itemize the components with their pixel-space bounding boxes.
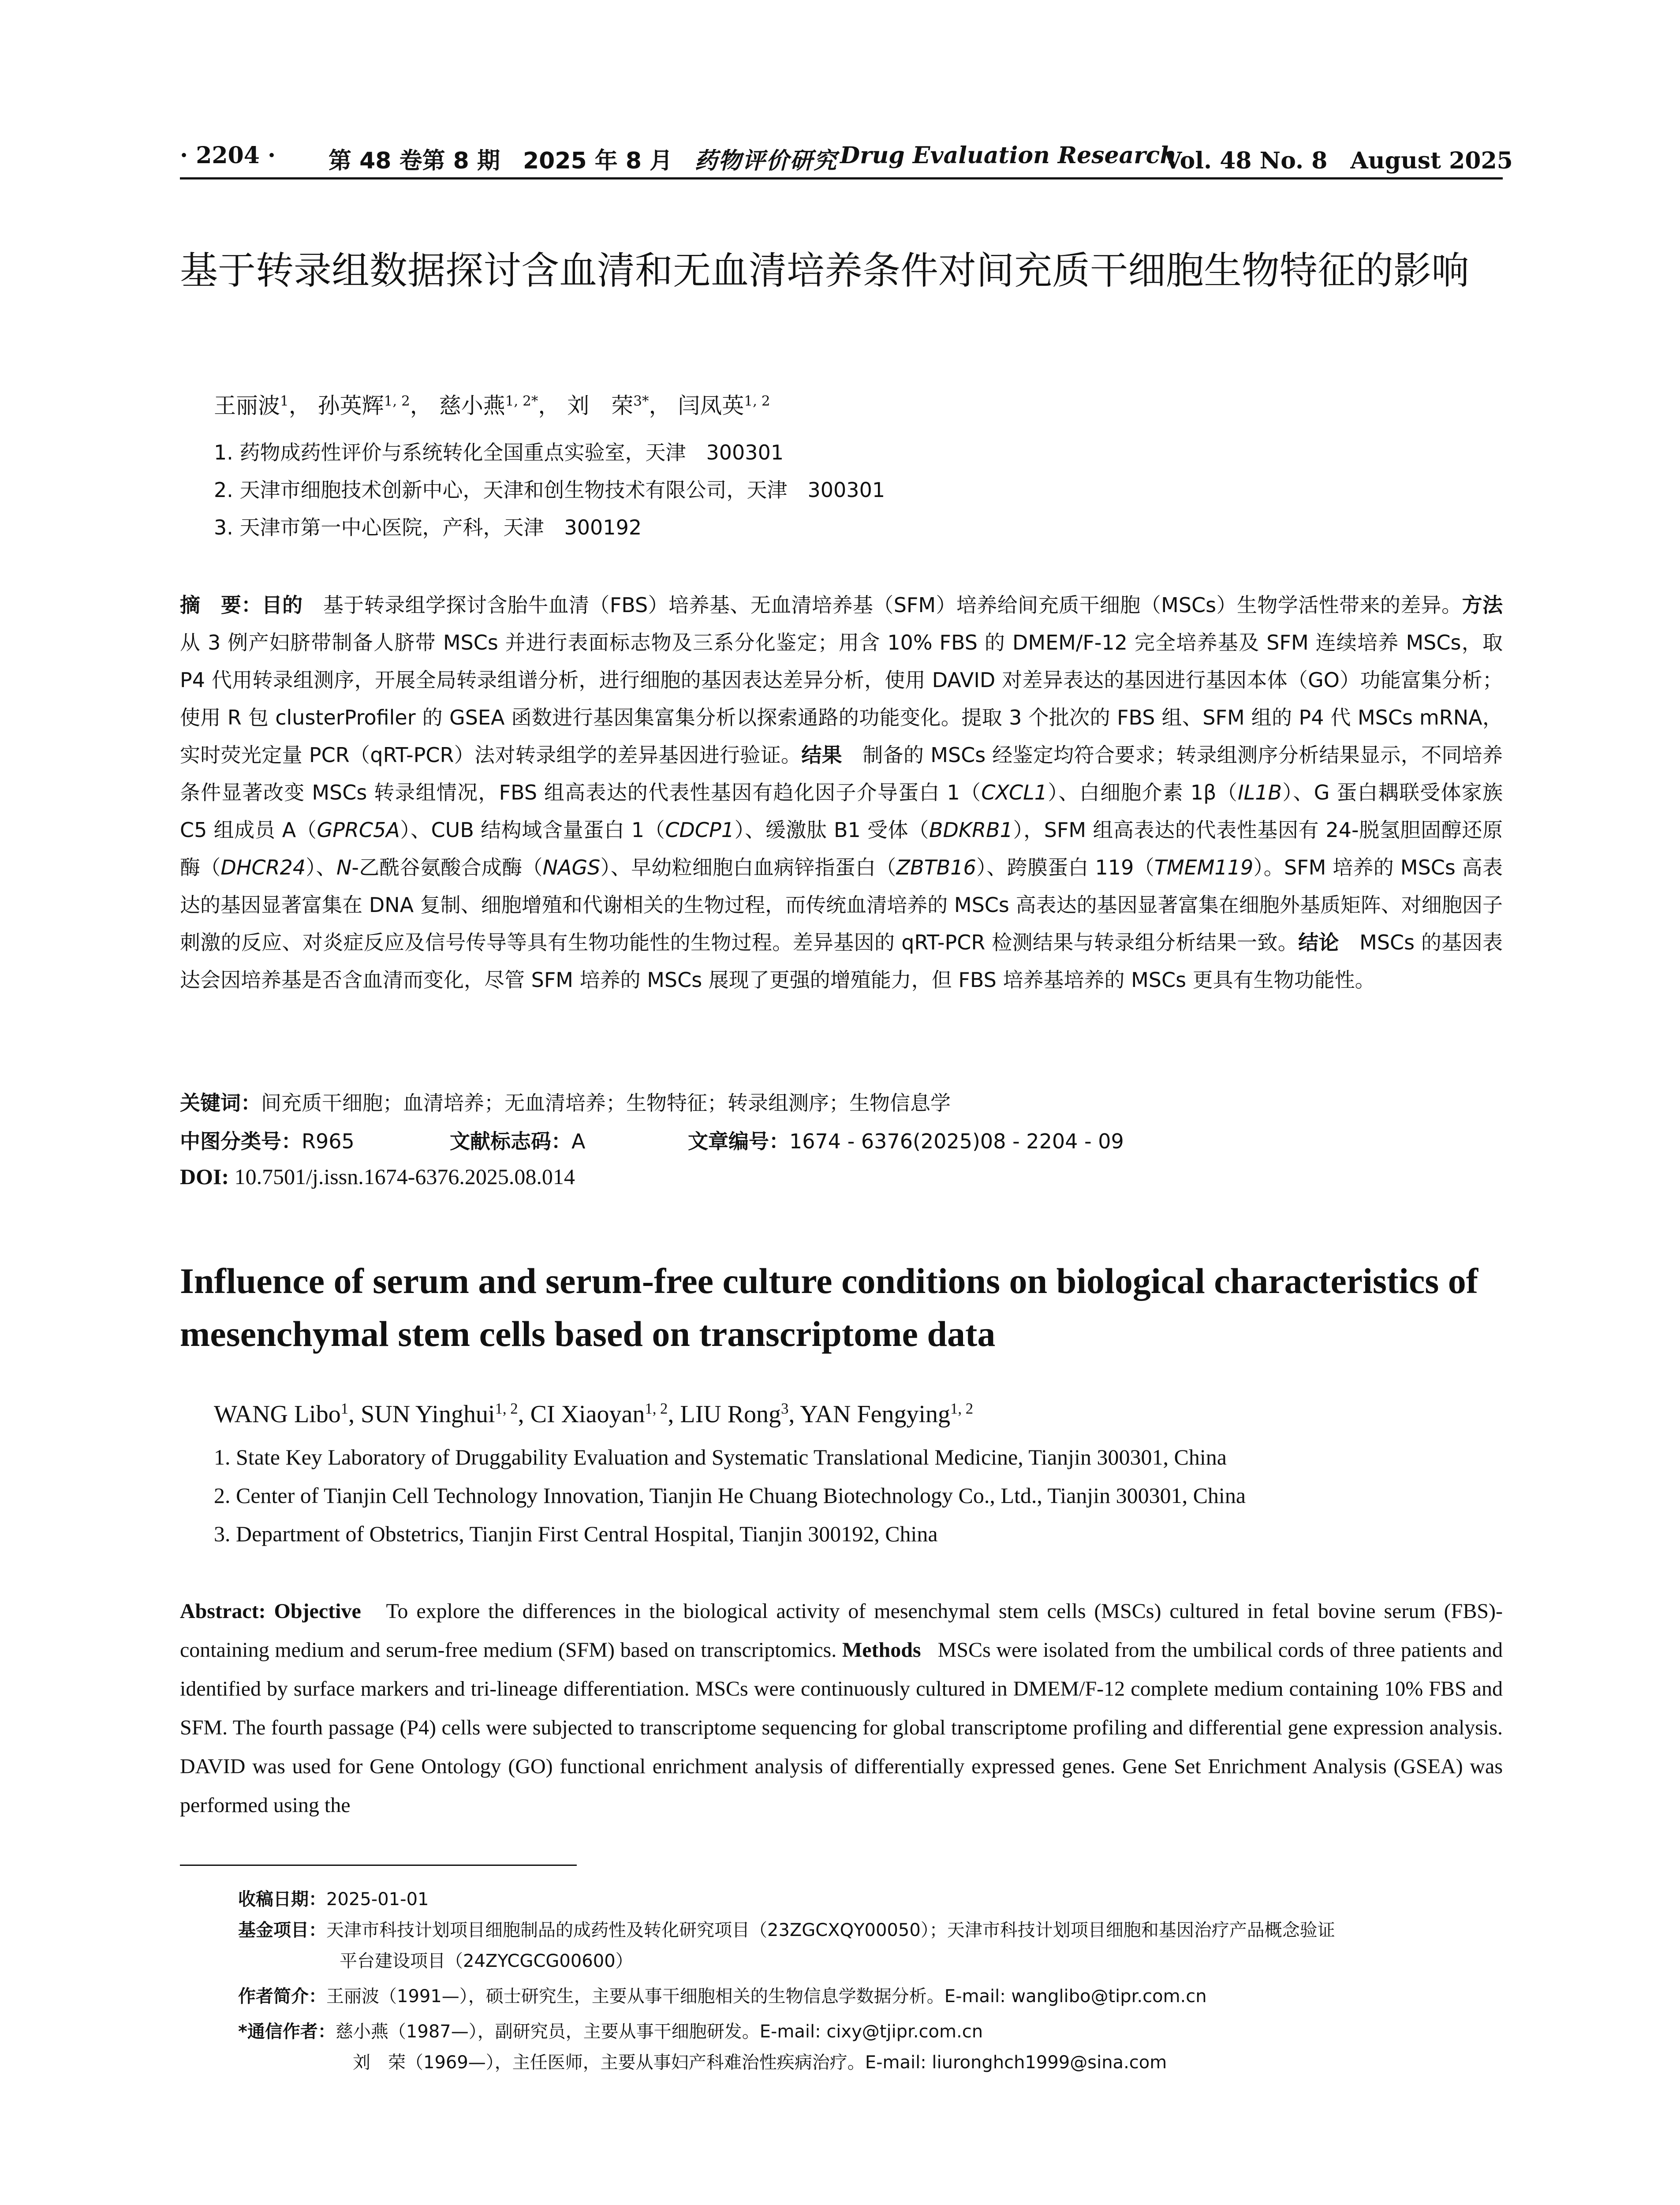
volume-en: Vol. 48 No. 8 August 2025	[1164, 147, 1513, 174]
keywords-cn	[180, 1087, 951, 1116]
author-affil-sup: 1, 2	[495, 1400, 518, 1417]
article-no-value: 1674 - 6376(2025)08 - 2204 - 09	[789, 1129, 1124, 1153]
keywords-text: 间充质干细胞；血清培养；无血清培养；生物特征；转录组测序；生物信息学	[261, 1091, 951, 1115]
author-name: 慈小燕	[439, 393, 505, 419]
gene-name: NAGS	[542, 856, 601, 879]
title-cn: 基于转录组数据探讨含血清和无血清培养条件对间充质干细胞生物特征的影响	[180, 249, 1469, 293]
header-rule	[180, 177, 1503, 179]
affiliation-cn-2: 2. 天津市细胞技术创新中心，天津和创生物技术有限公司，天津 300301	[214, 478, 885, 502]
gene-name: CDCP1	[665, 818, 734, 842]
author-affil-sup: 1, 2	[950, 1400, 974, 1417]
doc-code-value: A	[571, 1129, 586, 1153]
doi-label: DOI:	[180, 1164, 229, 1189]
results-text: ）、G 蛋白耦联受体家族 C5 组成员 A（	[180, 781, 1503, 842]
methods-text: 从 3 例产妇脐带制备人脐带 MSCs 并进行表面标志物及三系分化鉴定；用含 10% FBS 的 DMEM/F-12 完全培养基及 SFM 连续培养 MSCs，取 P4 代用转录组测序，开展全局转录组谱分析，进行细胞的基因表达差异分析，使用 DAVID 对差异表达的基因进行基因本体（GO）功能富集分析；使用 R 包 clusterProfiler 的 GSEA 函数进行基因集富集分析以探索通路的功能变化。提取 3 个批次的 FBS 组、SFM 组的 P4 代 MSCs mRNA，实时荧光定量 PCR（qRT-PCR）法对转录组学的差异基因进行验证。	[180, 631, 1503, 767]
bio-text: 王丽波（1991—），硕士研究生，主要从事干细胞相关的生物信息学数据分析。E-mail: wanglibo@tipr.com.cn	[326, 1986, 1207, 2007]
affiliation-cn-1: 1. 药物成药性评价与系统转化全国重点实验室，天津 300301	[214, 441, 784, 464]
affiliation-en-2: 2. Center of Tianjin Cell Technology Innovation, Tianjin He Chuang Biotechnology Co., Ltd., Tianjin 300301, China	[214, 1483, 1246, 1508]
received-label: 收稿日期：	[238, 1889, 326, 1910]
results-label: 结果	[801, 743, 843, 767]
keywords-label: 关键词：	[180, 1091, 261, 1115]
footnote-rule	[180, 1865, 577, 1866]
author-affil-sup: 1, 2	[645, 1400, 668, 1417]
gene-name: N	[336, 856, 352, 879]
results-text: ）、早幼粒细胞白血病锌指蛋白（	[600, 856, 896, 879]
conclusion-text: MSCs 的基因表达会因培养基是否含血清而变化，尽管 SFM 培养的 MSCs 展现了更强的增殖能力，但 FBS 培养基培养的 MSCs 更具有生物功能性。	[180, 931, 1503, 992]
objective-text: To explore the differences in the biological activity of mesenchymal stem cells (MSCs) cultured in fetal bovine serum (FBS)-containing medium and serum-free medium (SFM) based on transcriptomics.	[180, 1600, 1503, 1662]
doi-line	[180, 1164, 575, 1189]
author-affil-sup: 3*	[633, 393, 649, 409]
author-affil-sup: 3	[781, 1400, 789, 1417]
results-text: ）、	[306, 856, 336, 879]
received-date	[238, 1885, 429, 1910]
clc-label: 中图分类号：	[180, 1129, 302, 1153]
fund-line-1	[238, 1916, 1335, 1941]
bio-label: 作者简介：	[238, 1986, 326, 2007]
journal-logo-cn: 药物评价研究	[694, 147, 838, 174]
classification-line	[180, 1125, 355, 1155]
author-name: YAN Fengying	[800, 1401, 951, 1428]
author-affil-sup: 1, 2	[744, 393, 770, 409]
affiliation-cn-3: 3. 天津市第一中心医院，产科，天津 300192	[214, 516, 642, 539]
results-text: ）、白细胞介素 1β（	[1047, 781, 1238, 804]
author-affil-sup: 1	[340, 1400, 349, 1417]
gene-name: DHCR24	[220, 856, 306, 879]
gene-name: BDKRB1	[929, 818, 1013, 842]
volume-cn: 第 48 卷第 8 期 2025 年 8 月	[329, 148, 673, 174]
abstract-en	[180, 1592, 1503, 1825]
results-text: 制备的 MSCs 经鉴定均符合要求；转录组测序分析结果显示，不同培养条件显著改变 MSCs 转录组情况，FBS 组高表达的代表性基因有趋化因子介导蛋白 1（	[180, 743, 1503, 804]
doi-link[interactable]: 10.7501/j.issn.1674-6376.2025.08.014	[234, 1164, 575, 1189]
results-text: ）、缓激肽 B1 受体（	[734, 818, 929, 842]
article-no-label: 文章编号：	[688, 1129, 789, 1153]
author-bio	[238, 1982, 1207, 2007]
corr-label: *通信作者：	[238, 2022, 336, 2042]
methods-label: Methods	[842, 1638, 921, 1662]
abstract-label: Abstract:	[180, 1600, 266, 1623]
article-number	[688, 1125, 1124, 1155]
corr-text: 慈小燕（1987—），副研究员，主要从事干细胞研发。E-mail: cixy@tjipr.com.cn	[335, 2022, 983, 2042]
author-name: 孙英辉	[317, 393, 384, 419]
author-name: 王丽波	[214, 393, 280, 419]
authors-en: WANG Libo$^1$, SUN Yinghui$^{1, 2}$, CI Xiaoyan$^{1, 2}$, LIU Rong$^3$, YAN Fengying$^{1, 2}$	[214, 1400, 974, 1428]
author-affil-sup: 1, 2	[384, 393, 410, 409]
conclusion-label: 结论	[1298, 931, 1339, 954]
gene-name: GPRC5A	[317, 818, 400, 842]
abstract-cn	[180, 587, 1503, 999]
author-name: SUN Yinghui	[361, 1401, 495, 1428]
journal-name-en: Drug Evaluation Research	[840, 142, 1177, 169]
authors-cn: 王丽波$^1$， 孙英辉$^{1, 2}$， 慈小燕$^{1, 2*}$， 刘 荣$^{3*}$， 闫凤英$^{1, 2}$	[214, 393, 770, 419]
abstract-label: 摘 要：	[180, 593, 262, 617]
results-text: ）、跨膜蛋白 119（	[976, 856, 1154, 879]
gene-name: ZBTB16	[896, 856, 976, 879]
methods-text: MSCs were isolated from the umbilical cords of three patients and identified by surface markers and tri-lineage differentiation. MSCs were continuously cultured in DMEM/F-12 complete medium containing 10% FBS and SFM. The fourth passage (P4) cells were subjected to transcriptome sequencing for global transcriptome profiling and differential gene expression analysis. DAVID was used for Gene Ontology (GO) functional enrichment analysis of differentially expressed genes. Gene Set Enrichment Analysis (GSEA) was performed using the	[180, 1638, 1503, 1817]
doc-code	[450, 1125, 585, 1155]
results-text: ）、CUB 结构域含量蛋白 1（	[399, 818, 665, 842]
fund-label: 基金项目：	[238, 1920, 326, 1940]
author-name: WANG Libo	[214, 1401, 341, 1428]
results-text: ），SFM 组高表达的代表性基因有 24-脱氢胆固醇还原酶（	[180, 818, 1503, 879]
objective-text: 基于转录组学探讨含胎牛血清（FBS）培养基、无血清培养基（SFM）培养给间充质干细胞（MSCs）生物学活性带来的差异。	[323, 593, 1462, 617]
fund-line-2: 平台建设项目（24ZYCGCG00600）	[340, 1951, 633, 1971]
fund-text: 天津市科技计划项目细胞制品的成药性及转化研究项目（23ZGCXQY00050）；天津市科技计划项目细胞和基因治疗产品概念验证	[326, 1920, 1335, 1940]
received-value: 2025-01-01	[326, 1889, 429, 1910]
objective-label: Objective	[274, 1600, 361, 1623]
gene-name: IL1B	[1238, 781, 1282, 804]
methods-label: 方法	[1462, 593, 1503, 617]
affiliation-en-3: 3. Department of Obstetrics, Tianjin First Central Hospital, Tianjin 300192, China	[214, 1521, 938, 1546]
corresponding-author-2: 刘 荣（1969—），主任医师，主要从事妇产科难治性疾病治疗。E-mail: liuronghch1999@sina.com	[353, 2052, 1167, 2073]
doc-code-label: 文献标志码：	[450, 1129, 571, 1153]
results-text: ）。SFM 培养的 MSCs 高表达的基因显著富集在 DNA 复制、细胞增殖和代谢相关的生物过程，而传统血清培养的 MSCs 高表达的基因显著富集在细胞外基质矩阵、对细胞因子刺激的反应、对炎症反应及信号传导等具有生物功能性的生物过程。差异基因的 qRT-PCR 检测结果与转录组分析结果一致。	[180, 856, 1503, 954]
author-name: 刘 荣	[567, 393, 634, 419]
author-name: CI Xiaoyan	[530, 1401, 645, 1428]
author-affil-sup: 1	[280, 393, 289, 409]
results-text: -乙酰谷氨酸合成酶（	[351, 856, 543, 879]
gene-name: CXCL1	[981, 781, 1048, 804]
author-name: LIU Rong	[680, 1401, 781, 1428]
author-name: 闫凤英	[678, 393, 744, 419]
corresponding-author-1	[238, 2018, 983, 2043]
author-affil-sup: 1, 2*	[505, 393, 538, 409]
page-number: · 2204 ·	[180, 142, 276, 169]
title-en: Influence of serum and serum-free culture conditions on biological characteristics of mesenchymal stem cells based on transcriptome data	[180, 1261, 1478, 1354]
objective-label: 目的	[261, 593, 303, 617]
gene-name: TMEM119	[1154, 856, 1254, 879]
affiliation-en-1: 1. State Key Laboratory of Druggability Evaluation and Systematic Translational Medicine, Tianjin 300301, China	[214, 1445, 1227, 1469]
clc-value: R965	[302, 1129, 355, 1153]
